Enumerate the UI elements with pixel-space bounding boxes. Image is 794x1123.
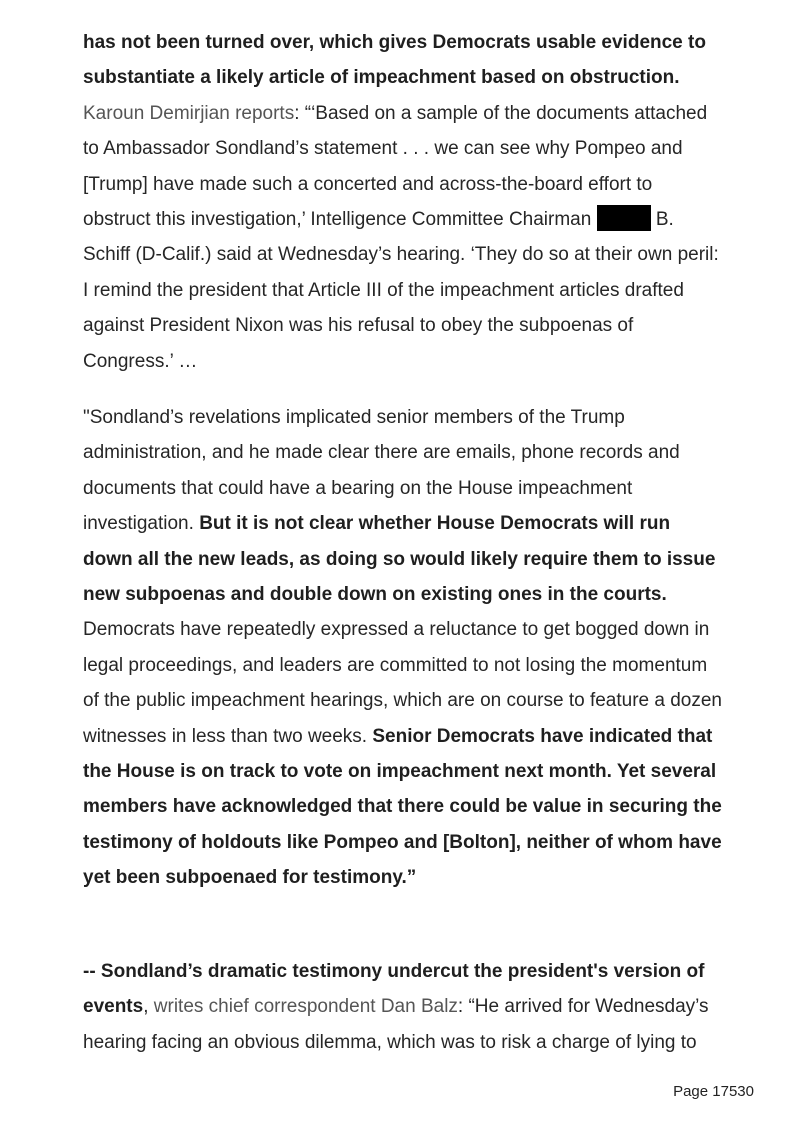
bold-text: has not been turned over, which gives Democrats usable evidence to substantiate a likely article of impeachment based on obstruction. (83, 32, 706, 89)
body-text: : “‘Based on a sample of the documents attached to Ambassador Sondland’s statement . . . we can see why Pompeo and [Trump] have made such a concerted and across-the-board effort to obstruct this investigation,’ Intelligence Committee Chairman (83, 102, 708, 231)
link-text[interactable]: Karoun Demirjian reports (83, 102, 295, 124)
redaction-box (597, 205, 651, 231)
paragraph-obstruction (83, 25, 723, 379)
bold-text: Senior Democrats have indicated that the House is on track to vote on impeachment next month. Yet several members have acknowledged that there could be value in securing the testimony of holdouts like Pompeo and [Bolton], neither of whom have yet been subpoenaed for testimony.” (83, 725, 722, 889)
body-text: : “He arrived for Wednesday’s hearing facing an obvious dilemma, which was to risk a charge of lying to (83, 996, 709, 1053)
body-text: "Sondland’s revelations implicated senior members of the Trump administration, and he made clear there are emails, phone records and documents that could have a bearing on the House impeachment investigation. (83, 407, 680, 535)
body-text: , (143, 996, 154, 1018)
bold-text: But it is not clear whether House Democrats will run down all the new leads, as doing so would likely require them to issue new subpoenas and double down on existing ones in the courts. (83, 513, 716, 606)
page-number: Page 17530 (673, 1083, 754, 1100)
bold-text: -- Sondland’s dramatic testimony undercut the president's version of events (83, 961, 705, 1018)
paragraph-sondland-revelations (83, 400, 723, 896)
body-text: Democrats have repeatedly expressed a reluctance to get bogged down in legal proceedings, and leaders are committed to not losing the momentum of the public impeachment hearings, which are on course to feature a dozen witnesses in less than two weeks. (83, 619, 722, 747)
link-text[interactable]: writes chief correspondent Dan Balz (153, 996, 458, 1018)
body-text: B. Schiff (D-Calif.) said at Wednesday’s hearing. ‘They do so at their own peril: I remind the president that Article III of the impeachment articles drafted against President Nixon was his refusal to obey the subpoenas of Congress.’ … (83, 209, 719, 372)
